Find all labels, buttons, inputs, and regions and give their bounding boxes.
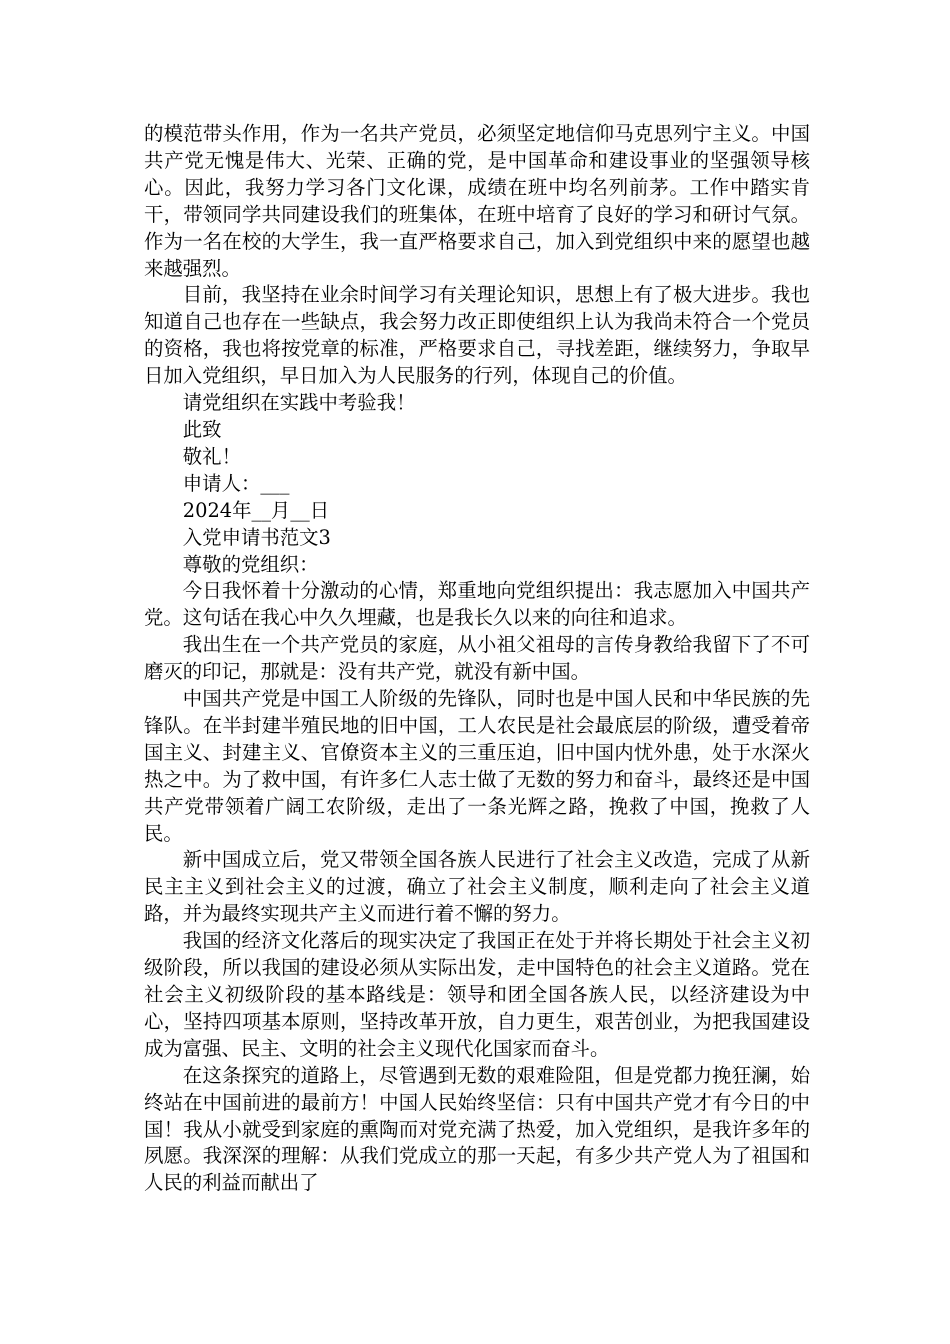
body-paragraph-6: 新中国成立后，党又带领全国各族人民进行了社会主义改造，完成了从新民主主义到社会主义的过渡，确立了社会主义制度，顺利走向了社会主义道路，并为最终实现共产主义而进行着不懈的努力。 [144, 848, 810, 926]
body-paragraph-3: 今日我怀着十分激动的心情，郑重地向党组织提出：我志愿加入中国共产党。这句话在我心中久久埋藏，也是我长久以来的向往和追求。 [144, 579, 810, 630]
body-paragraph-5: 中国共产党是中国工人阶级的先锋队，同时也是中国人民和中华民族的先锋队。在半封建半殖民地的旧中国，工人农民是社会最底层的阶级，遭受着帝国主义、封建主义、官僚资本主义的三重压迫，旧中国内忧外患，处于水深火热之中。为了救中国，有许多仁人志士做了无数的努力和奋斗，最终还是中国共产党带领着广阔工农阶级，走出了一条光辉之路，挽救了中国，挽救了人民。 [144, 687, 810, 845]
body-paragraph-8: 在这条探究的道路上，尽管遇到无数的艰难险阻，但是党都力挽狂澜，始终站在中国前进的最前方！中国人民始终坚信：只有中国共产党才有今日的中国！我从小就受到家庭的熏陶而对党充满了热爱，加入党组织，是我许多年的夙愿。我深深的理解：从我们党成立的那一天起，有多少共产党人为了祖国和人民的利益而献出了 [144, 1063, 810, 1195]
body-paragraph-4: 我出生在一个共产党员的家庭，从小祖父祖母的言传身教给我留下了不可磨灭的印记，那就是：没有共产党，就没有新中国。 [144, 633, 810, 684]
date-line: 2024年__月__日 [182, 498, 330, 522]
greeting-line: 尊敬的党组织： [182, 552, 319, 576]
salutation-cizhi: 此致 [182, 417, 222, 441]
section-title: 入党申请书范文3 [182, 525, 331, 549]
document-page [144, 121, 810, 1197]
body-paragraph-7: 我国的经济文化落后的现实决定了我国正在处于并将长期处于社会主义初级阶段，所以我国的建设必须从实际出发，走中国特色的社会主义道路。党在社会主义初级阶段的基本路线是：领导和团全国各族人民，以经济建设为中心，坚持四项基本原则，坚持改革开放，自力更生，艰苦创业，为把我国建设成为富强、民主、文明的社会主义现代化国家而奋斗。 [144, 929, 810, 1060]
body-paragraph-1: 的模范带头作用，作为一名共产党员，必须坚定地信仰马克思列宁主义。中国共产党无愧是伟大、光荣、正确的党，是中国革命和建设事业的坚强领导核心。因此，我努力学习各门文化课，成绩在班中均名列前茅。工作中踏实肯干，带领同学共同建设我们的班集体，在班中培育了良好的学习和研讨气氛。作为一名在校的大学生，我一直严格要求自己，加入到党组织中来的愿望也越来越强烈。 [144, 122, 810, 280]
applicant-line: 申请人：___ [182, 471, 290, 495]
salutation-jingli: 敬礼！ [182, 444, 241, 468]
closing-request-line: 请党组织在实践中考验我！ [182, 391, 416, 415]
body-paragraph-2: 目前，我坚持在业余时间学习有关理论知识，思想上有了极大进步。我也知道自己也存在一些缺点，我会努力改正即使组织上认为我尚未符合一个党员的资格，我也将按党章的标准，严格要求自己，寻找差距，继续努力，争取早日加入党组织，早日加入为人民服务的行列，体现自己的价值。 [144, 283, 810, 388]
